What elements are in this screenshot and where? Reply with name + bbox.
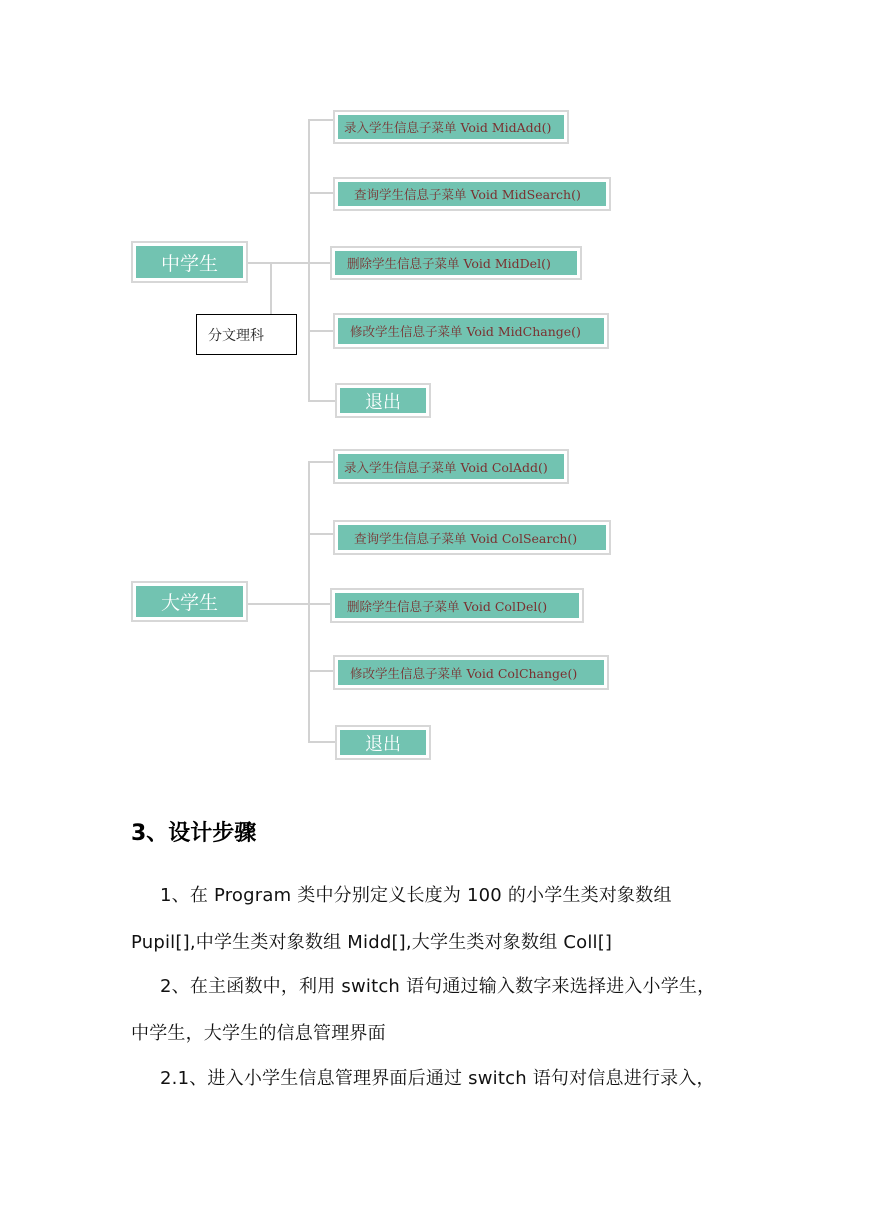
connector — [308, 670, 334, 672]
mid-add-label: 录入学生信息子菜单 Void MidAdd() — [338, 115, 564, 139]
connector — [308, 533, 334, 535]
connector — [308, 192, 334, 194]
connector — [247, 262, 309, 264]
connector — [308, 461, 334, 463]
connector — [308, 119, 334, 121]
paragraph-line: 1、在 Program 类中分别定义长度为 100 的小学生类对象数组 — [160, 885, 672, 906]
paragraph-line: 2.1、进入小学生信息管理界面后通过 switch 语句对信息进行录入， — [160, 1068, 715, 1089]
mid-del-node — [330, 246, 582, 280]
arts-science-note: 分文理科 — [196, 314, 297, 355]
paragraph-line: 2、在主函数中，利用 switch 语句通过输入数字来选择进入小学生， — [160, 976, 716, 997]
mid-add-node — [333, 110, 569, 144]
col-add-node — [333, 449, 569, 484]
col-change-label: 修改学生信息子菜单 Void ColChange() — [338, 660, 604, 685]
mid-del-label: 删除学生信息子菜单 Void MidDel() — [335, 251, 577, 275]
connector — [270, 262, 272, 316]
col-search-node — [333, 520, 611, 555]
connector — [308, 461, 310, 743]
middle-school-root-label: 中学生 — [136, 246, 243, 278]
col-change-node — [333, 655, 609, 690]
col-add-label: 录入学生信息子菜单 Void ColAdd() — [338, 454, 564, 479]
mid-change-label: 修改学生信息子菜单 Void MidChange() — [338, 318, 604, 344]
col-del-label: 删除学生信息子菜单 Void ColDel() — [335, 593, 579, 618]
connector — [308, 603, 332, 605]
col-search-label: 查询学生信息子菜单 Void ColSearch() — [338, 525, 606, 550]
connector — [308, 741, 336, 743]
connector — [308, 119, 310, 402]
middle-exit-label: 退出 — [340, 388, 426, 413]
middle-school-root-node — [131, 241, 248, 283]
paragraph-line: Pupil[],中学生类对象数组 Midd[],大学生类对象数组 Coll[] — [131, 932, 613, 953]
college-root-node — [131, 581, 248, 622]
col-del-node — [330, 588, 584, 623]
connector — [308, 262, 332, 264]
connector — [308, 330, 334, 332]
mid-change-node — [333, 313, 609, 349]
mid-search-label: 查询学生信息子菜单 Void MidSearch() — [338, 182, 606, 206]
connector — [308, 400, 336, 402]
college-root-label: 大学生 — [136, 586, 243, 617]
connector — [247, 603, 309, 605]
paragraph-line: 中学生，大学生的信息管理界面 — [131, 1023, 386, 1044]
middle-exit-node — [335, 383, 431, 418]
section-heading: 3、设计步骤 — [131, 821, 257, 846]
college-exit-node — [335, 725, 431, 760]
college-exit-label: 退出 — [340, 730, 426, 755]
mid-search-node — [333, 177, 611, 211]
